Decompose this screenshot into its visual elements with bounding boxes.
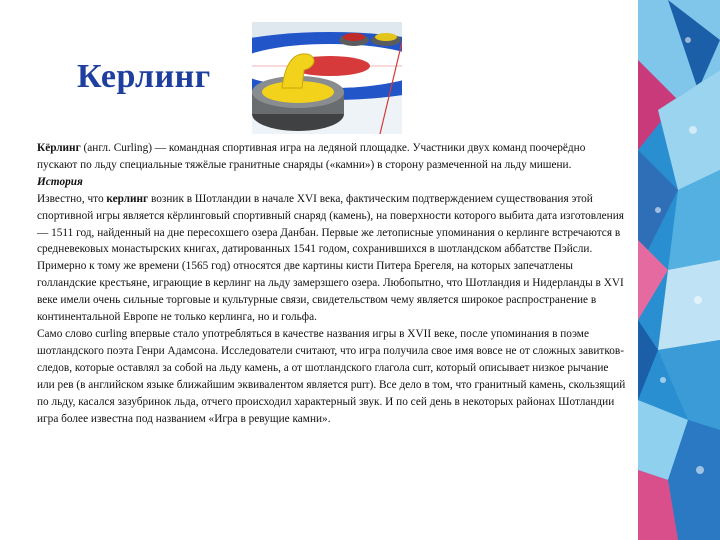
slide-title: Керлинг xyxy=(77,58,211,95)
intro-term: Кёрлинг xyxy=(37,142,81,154)
intro-text: (англ. Curling) — командная спортивная игра на ледяной площадке. Участники двух команд поочерёдно пускают по льду специальные тяжёлые гранитные снаряды («камни») в сторону размеченной на льду мишени. xyxy=(37,142,586,171)
curling-stones-photo xyxy=(252,22,402,134)
history-heading: История xyxy=(37,175,83,188)
history-before: Известно, что xyxy=(37,192,107,205)
paintings-paragraph: Примерно к тому же времени (1565 год) относятся две картины кисти Питера Брегеля, на которых запечатлены голландские крестьяне, играющие в керлинг на льду замерзшего озера. Любопытно, что Шотландия и Нидерланды в XVI веке имели очень сильные торговые и культурные связи, свидетельством чему является широкое распространение в континентальной Европе не только керлинга, но и гольфа. xyxy=(37,260,624,324)
history-term: керлинг xyxy=(106,192,149,205)
history-paragraph xyxy=(37,191,627,259)
history-after: возник в Шотландии в начале XVI века, фактическим подтверждением существования этой спортивной игры является кёрлинговый спортивный снаряд (камень), на поверхности которого выбита дата изготовления — 1511 год, найденный на дне пересохшего озера Данбан. Первые же летописные упоминания о керлинге встречаются в средневековых монастырских книгах, датированных 1541 годом, сохранившихся в шотландском аббатстве Пэйсли. xyxy=(37,192,624,256)
name-origin-paragraph: Само слово curling впервые стало употребляться в качестве названия игры в XVII веке, после упоминания в поэме шотландского поэта Генри Адамсона. Исследователи считают, что игра получила свое имя вовсе не от сложных завитков-следов, которые оставлял за собой на льду камень, а от шотландского глагола curr, который описывает низкое рычание или рев (в английском языке ближайшим эквивалентом является purr). Все дело в том, что гранитный камень, скользящий по льду, касался зазубринок льда, отчего происходил характерный звук. И по сей день в некоторых районах Шотландии игра более известна под названием «Игра в ревущие камни». xyxy=(37,327,626,425)
intro-paragraph xyxy=(37,140,627,174)
article-body xyxy=(37,140,627,427)
sochi-patchwork-pattern xyxy=(638,0,720,540)
